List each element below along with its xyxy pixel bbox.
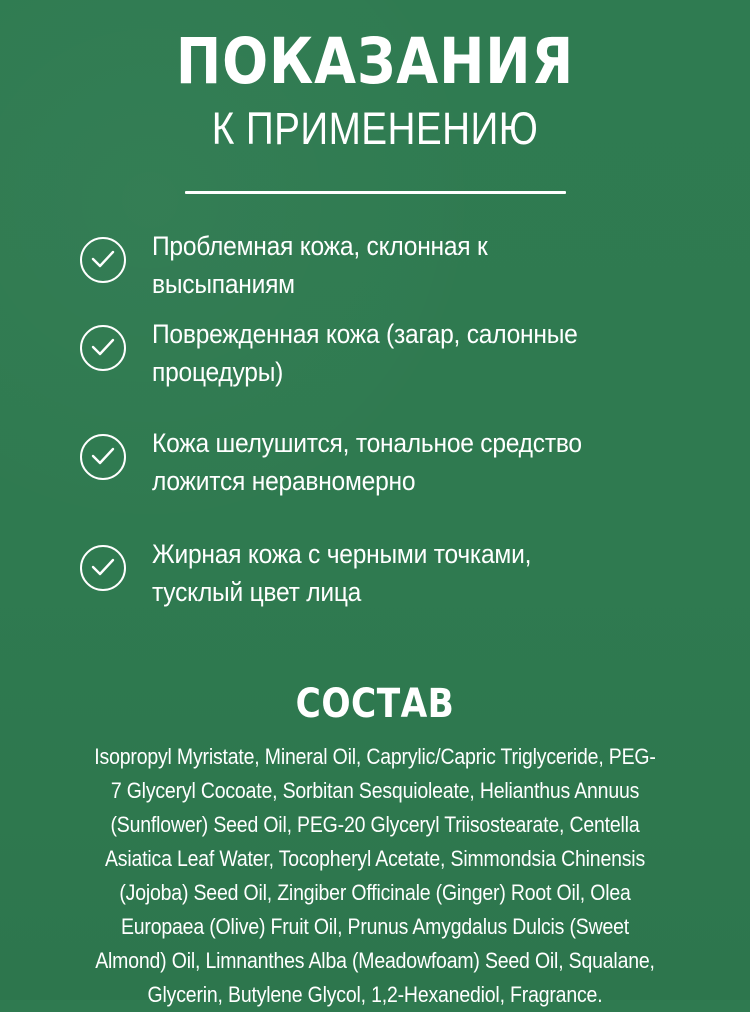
check-circle-icon [80,237,126,283]
indication-text: Проблемная кожа, склонная к высыпаниям [152,231,488,299]
check-circle-icon [80,434,126,480]
page-title: ПОКАЗАНИЯ [175,25,575,98]
header [0,25,750,155]
indication-item [80,227,670,307]
indication-text: Кожа шелушится, тональное средство ложится неравномерно [152,428,582,496]
check-circle-icon [80,325,126,371]
title-divider [185,191,566,194]
indication-item [80,424,670,504]
check-circle-icon [80,545,126,591]
page-subtitle: К ПРИМЕНЕНИЮ [211,103,539,155]
indication-text: Поврежденная кожа (загар, салонные процедуры) [152,319,578,387]
indication-text: Жирная кожа с черными точками, тусклый цвет лица [152,539,532,607]
indication-item [80,315,670,395]
ingredients-list: Isopropyl Myristate, Mineral Oil, Caprylic/Capric Triglyceride, PEG-7 Glyceryl Cocoate, Sorbitan Sesquioleate, Helianthus Annuus (Sunflower) Seed Oil, PEG-20 Glyceryl Triisostearate, Centella Asiatica Leaf Water, Tocopheryl Acetate, Simmondsia Chinensis (Jojoba) Seed Oil, Zingiber Officinale (Ginger) Root Oil, Olea Europaea (Olive) Fruit Oil, Prunus Amygdalus Dulcis (Sweet Almond) Oil, Limnanthes Alba (Meadowfoam) Seed Oil, Squalane, Glycerin, Butylene Glycol, 1,2-Hexanediol, Fragrance. [94,744,656,1007]
indication-item [80,535,670,615]
composition-title: СОСТАВ [295,681,455,728]
